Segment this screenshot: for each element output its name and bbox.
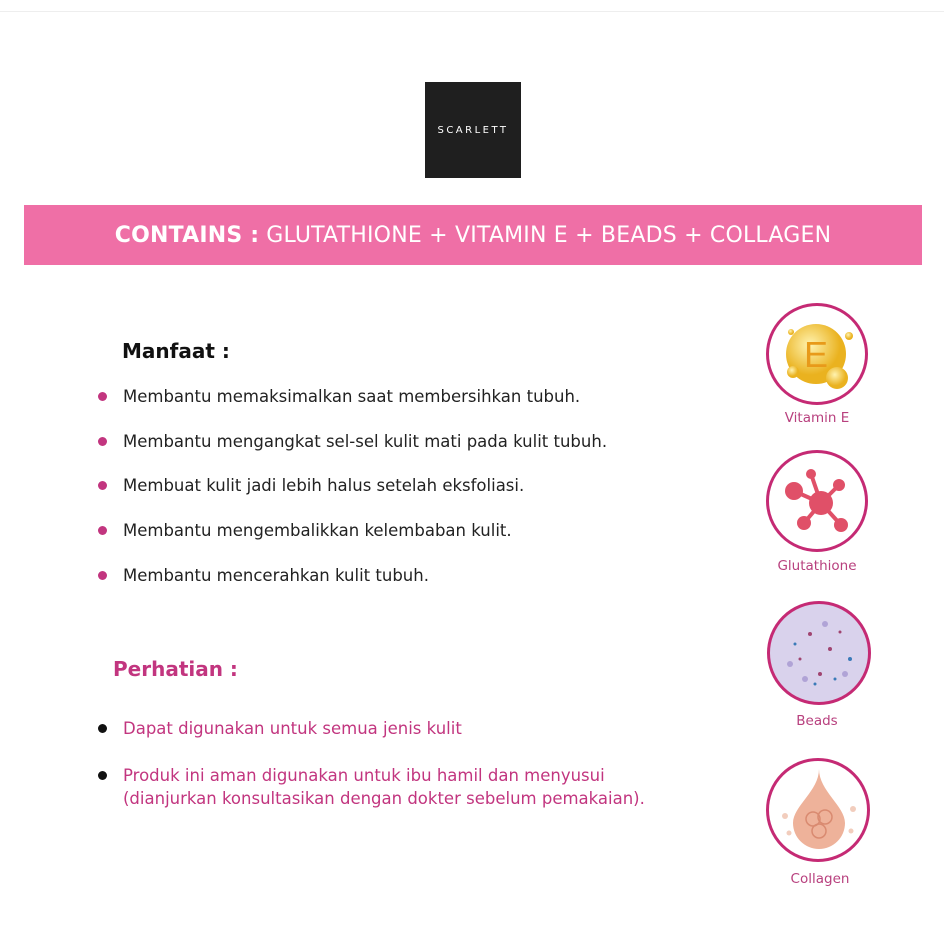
beads-icon	[767, 601, 871, 705]
molecule-icon	[766, 450, 868, 552]
collagen-label: Collagen	[790, 871, 850, 887]
bullet	[98, 571, 107, 580]
manfaat-heading: Manfaat :	[122, 339, 230, 363]
contains-label: CONTAINS :	[114, 222, 260, 248]
beads-label: Beads	[796, 713, 838, 729]
manfaat-item: Membuat kulit jadi lebih halus setelah eksfoliasi.	[123, 476, 525, 495]
bullet	[98, 481, 107, 490]
perhatian-item: Produk ini aman digunakan untuk ibu hamil dan menyusui	[123, 766, 605, 785]
glutathione-label: Glutathione	[777, 558, 857, 574]
bullet	[98, 526, 107, 535]
divider	[0, 11, 944, 12]
perhatian-heading: Perhatian :	[113, 657, 238, 681]
bullet	[98, 771, 107, 780]
bullet	[98, 437, 107, 446]
manfaat-item: Membantu memaksimalkan saat membersihkan tubuh.	[123, 387, 581, 406]
manfaat-item: Membantu mengembalikkan kelembaban kulit.	[123, 521, 512, 540]
manfaat-item: Membantu mengangkat sel-sel kulit mati pada kulit tubuh.	[123, 432, 608, 451]
bullet	[98, 392, 107, 401]
bullet	[98, 724, 107, 733]
contains-banner	[24, 205, 922, 265]
perhatian-item: Dapat digunakan untuk semua jenis kulit	[123, 719, 462, 738]
contains-ingredients: GLUTATHIONE + VITAMIN E + BEADS + COLLAGEN	[266, 222, 832, 248]
manfaat-item: Membantu mencerahkan kulit tubuh.	[123, 566, 429, 585]
scarlett-logo: SCARLETT	[425, 82, 521, 178]
perhatian-item: (dianjurkan konsultasikan dengan dokter sebelum pemakaian).	[123, 789, 645, 808]
collagen-drop-icon	[766, 758, 870, 862]
svg-text:E: E	[803, 334, 829, 375]
vitamin-e-label: Vitamin E	[784, 410, 850, 426]
vitamin-e-icon	[766, 303, 868, 405]
